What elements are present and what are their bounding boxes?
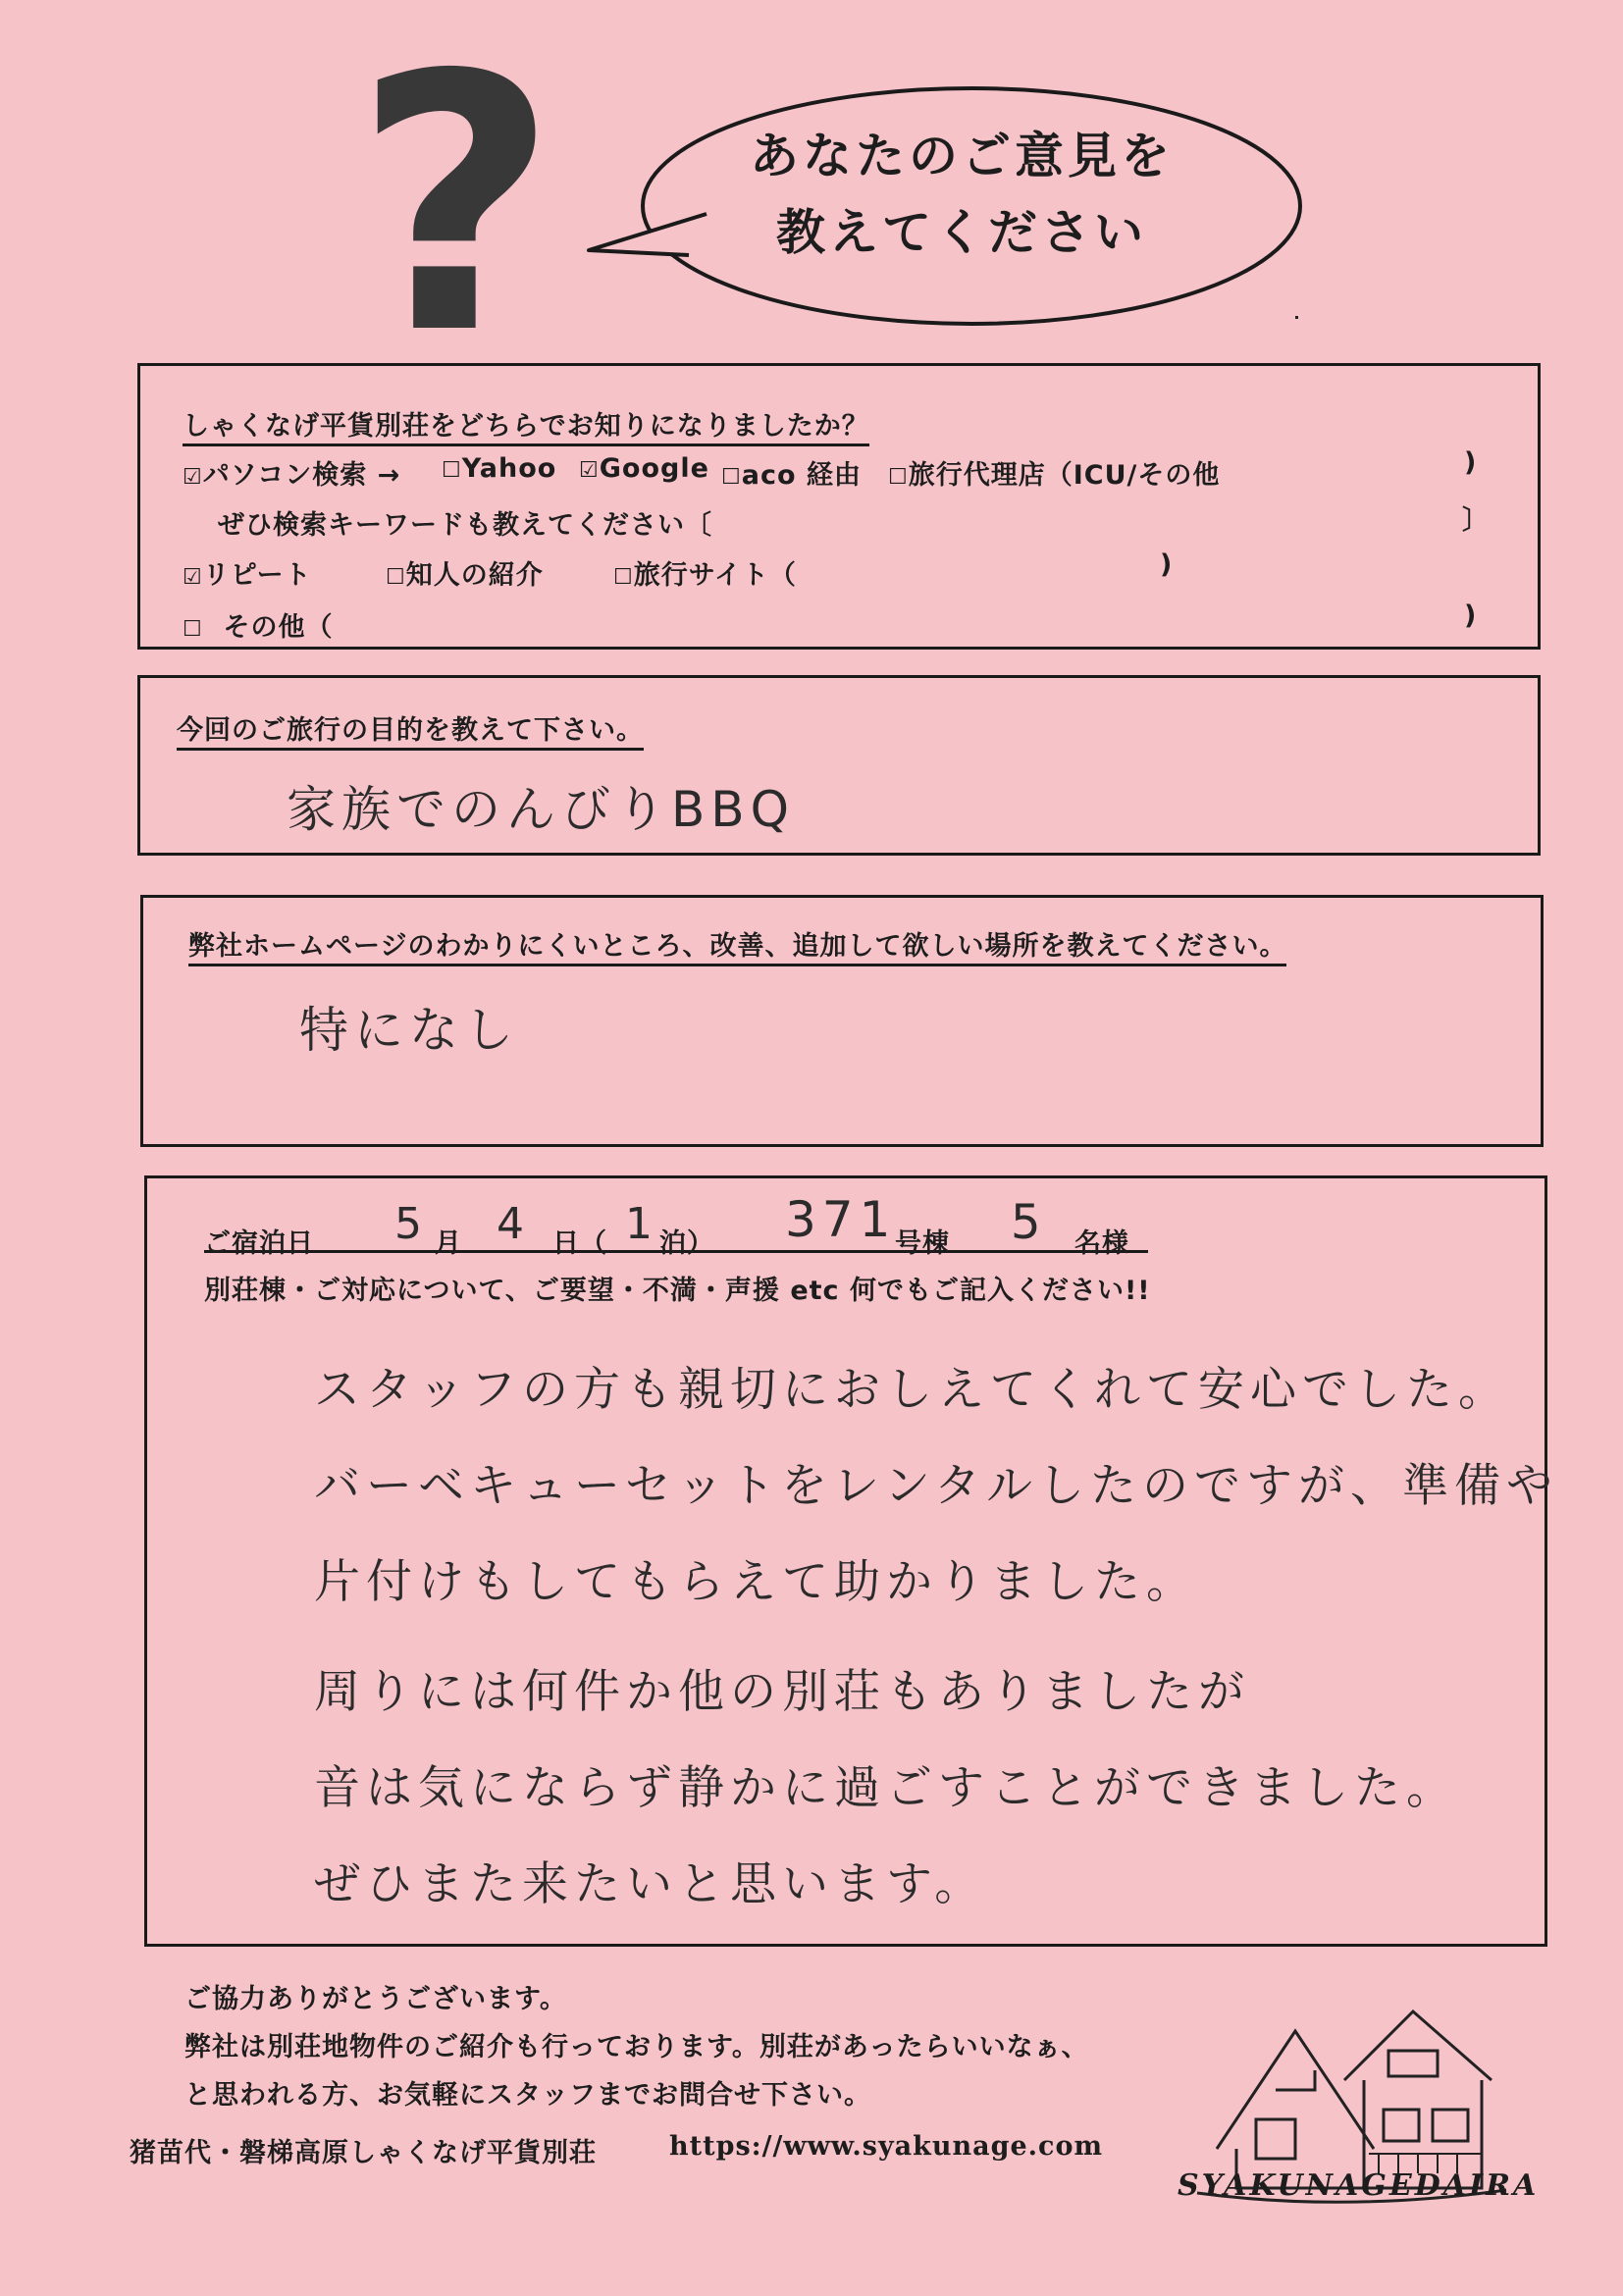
agency-close-paren: ) [1464, 447, 1478, 478]
stay-day-value[interactable]: 4 [497, 1199, 530, 1249]
comment-answer[interactable] [314, 1342, 1558, 1933]
bubble-line-2: 教えてください [776, 204, 1147, 261]
comment-line-2: バーベキューセットをレンタルしたのですが、準備や [314, 1459, 1559, 1513]
yahoo-checkbox[interactable]: ☐ [442, 458, 462, 483]
travel-site-close-paren: ) [1160, 549, 1174, 580]
other-checkbox[interactable]: ☐ [183, 617, 203, 642]
month-label: 月 [435, 1228, 462, 1259]
building-value[interactable]: 371 [785, 1191, 897, 1248]
footer-line-3: と思われる方、お気軽にスタッフまでお問合せ下さい。 [184, 2080, 871, 2111]
stay-date-label: ご宿泊日 [204, 1228, 314, 1259]
nights-value[interactable]: 1 [625, 1199, 658, 1249]
guests-value[interactable]: 5 [1011, 1195, 1047, 1250]
aco-label: aco 経由 [741, 460, 862, 491]
purpose-question: 今回のご旅行の目的を教えて下さい。 [177, 715, 644, 751]
repeat-option [183, 553, 312, 592]
travel-site-checkbox[interactable]: ☐ [613, 565, 634, 590]
company-url[interactable]: https://www.syakunage.com [669, 2131, 1104, 2162]
comment-line-5: 音は気にならず静かに過ごすことができました。 [314, 1761, 1458, 1815]
building-label: 号棟 [895, 1228, 950, 1259]
source-row-pc [183, 453, 400, 492]
yahoo-option [442, 453, 556, 484]
day-label: 日（ [552, 1228, 607, 1259]
guests-label: 名様 [1074, 1228, 1129, 1259]
other-label: その他（ [223, 612, 334, 643]
repeat-checkbox[interactable]: ☑ [183, 565, 203, 590]
agency-label: 旅行代理店（ICU/その他 [908, 460, 1221, 491]
yahoo-label: Yahoo [461, 453, 557, 484]
travel-site-option [613, 553, 797, 592]
speck [1295, 316, 1298, 319]
logo-text: SYAKUNAGEDAIRA [1178, 2168, 1540, 2203]
aco-option [721, 453, 862, 492]
company-address: 猪苗代・磐梯高原しゃくなげ平貨別荘 [130, 2138, 597, 2168]
nights-label: 泊） [659, 1228, 714, 1259]
purpose-answer[interactable]: 家族でのんびりBBQ [287, 781, 795, 838]
source-question: しゃくなげ平貨別荘をどちらでお知りになりましたか？ [183, 411, 869, 446]
other-option [183, 605, 334, 644]
google-option [579, 453, 709, 484]
travel-site-label: 旅行サイト（ [633, 560, 797, 591]
comment-prompt: 別荘棟・ご対応について、ご要望・不満・声援 etc 何でもご記入ください!! [204, 1276, 1151, 1306]
keyword-label: ぜひ検索キーワードも教えてください〔 [218, 510, 712, 541]
friend-referral-checkbox[interactable]: ☐ [386, 565, 406, 590]
agency-option [888, 453, 1220, 492]
homepage-question: 弊社ホームページのわかりにくいところ、改善、追加して欲しい場所を教えてください。 [188, 931, 1286, 966]
other-close-paren: ) [1464, 600, 1478, 631]
speech-bubble-text [677, 118, 1246, 271]
google-checkbox[interactable]: ☑ [579, 458, 600, 483]
repeat-label: リピート [202, 560, 312, 591]
friend-option [386, 553, 544, 592]
thanks-text: ご協力ありがとうございます。 [184, 1984, 567, 2014]
google-label: Google [599, 453, 709, 484]
comment-line-4: 周りには何件か他の別荘もありましたが [314, 1665, 1250, 1719]
keyword-close-bracket: 〕 [1462, 505, 1490, 536]
homepage-answer[interactable]: 特になし [299, 1002, 519, 1059]
footer-line-2: 弊社は別荘地物件のご紹介も行っております。別荘があったらいいなぁ、 [184, 2032, 1089, 2062]
keyword-input[interactable] [731, 498, 1438, 534]
friend-referral-label: 知人の紹介 [405, 560, 544, 591]
comment-line-3: 片付けもしてもらえて助かりました。 [314, 1555, 1198, 1609]
question-mark-graphic: ? [353, 0, 558, 411]
aco-checkbox[interactable]: ☐ [721, 465, 742, 490]
agency-checkbox[interactable]: ☐ [888, 465, 909, 490]
stay-month-value[interactable]: 5 [394, 1199, 428, 1249]
comment-line-1: スタッフの方も親切におしえてくれて安心でした。 [314, 1363, 1510, 1417]
pc-search-label: パソコン検索 → [202, 460, 401, 491]
comment-line-6: ぜひまた来たいと思います。 [314, 1857, 987, 1911]
pc-search-checkbox[interactable]: ☑ [183, 465, 203, 490]
bubble-line-1: あなたのご意見を [750, 128, 1174, 184]
